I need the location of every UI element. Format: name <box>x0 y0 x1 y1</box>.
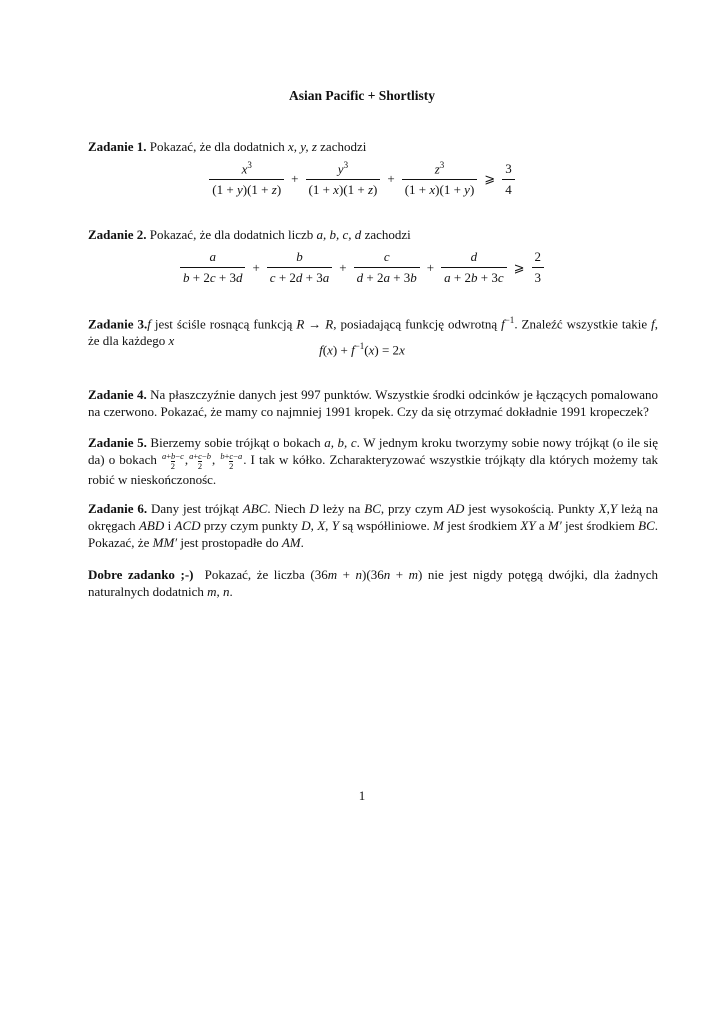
page-number: 1 <box>358 788 366 803</box>
problem-1-formula: $\frac{x^3}{(1 + y)(1 + z)}$ + $\frac{y^3}{(1 + x)(1 + z)}$ + $\frac{z^3}{(1 + x)(1 + y)}$ ⩾ $\frac{3}{4}$ <box>0 160 724 198</box>
problem-label: Zadanie 2. <box>88 227 147 242</box>
problem-3-formula: $f(x) + f^{-1}(x) = 2x$ <box>319 341 405 358</box>
problem-text: Pokazać, że dla dodatnich x, y, z zachodzi <box>149 139 367 154</box>
problem-label: Dobre zadanko ;-) <box>88 567 194 582</box>
problem-text: Na płaszczyźnie danych jest 997 punktów. Wszystkie środki odcinków je łączących pomalowano na czerwono. Pokazać, że mamy co najmniej 1991 kropek. Czy da się otrzymać dokładnie 1991 kropeczek? <box>88 387 659 419</box>
problem-6: Zadanie 6. Dany jest trójkąt ABC. Niech D leży na BC, przy czym AD jest wysokością. Punkty X,Y leżą na okręgach ABD i ACD przy czym punkty D, X, Y są współliniowe. M jest środkiem XY a M′ jest środkiem BC. Pokazać, że MM′ jest prostopadłe do AM. <box>88 501 659 550</box>
problem-label: Zadanie 6. <box>88 501 148 516</box>
problem-1 <box>88 138 658 155</box>
problem-label: Zadanie 3. <box>88 316 148 332</box>
problem-3: Zadanie 3.f jest ściśle rosnącą funkcją R → R, posiadającą funkcję odwrotną $f^{-1}$. Znaleźć wszystkie takie f, że dla każdego x <box>88 315 659 349</box>
problem-2 <box>88 226 658 243</box>
problem-4 <box>88 386 658 420</box>
problem-label: Zadanie 1. <box>88 139 147 154</box>
document-title: Asian Pacific + Shortlisty <box>288 88 436 103</box>
problem-label: Zadanie 4. <box>88 387 147 402</box>
problem-label: Zadanie 5. <box>88 435 147 450</box>
problem-bonus: Dobre zadanko ;-) Pokazać, że liczba (36m + n)(36n + m) nie jest nigdy potęgą dwójki, dla żadnych naturalnych dodatnich m, n. <box>88 567 658 599</box>
problem-5: Zadanie 5. Bierzemy sobie trójkąt o bokach a, b, c. W jednym kroku tworzymy sobie nowy trójkąt (o ile się da) o bokach $\frac{a+b-c}{2}$ , $\frac{a+c-b}{2}$ , $\frac{b+c-a}{2}$ . I tak w kółko. Zcharakteryzować wszystkie trójkąty dla których możemy tak robić w nieskończonośc. <box>88 435 659 487</box>
problem-2-formula: $\frac{a}{b + 2c + 3d}$ + $\frac{b}{c + 2d + 3a}$ + $\frac{c}{d + 2a + 3b}$ + $\frac{d}{a + 2b + 3c}$ ⩾ $\frac{2}{3}$ <box>0 249 724 286</box>
problem-text: Pokazać, że dla dodatnich liczb a, b, c, d zachodzi <box>149 227 411 242</box>
